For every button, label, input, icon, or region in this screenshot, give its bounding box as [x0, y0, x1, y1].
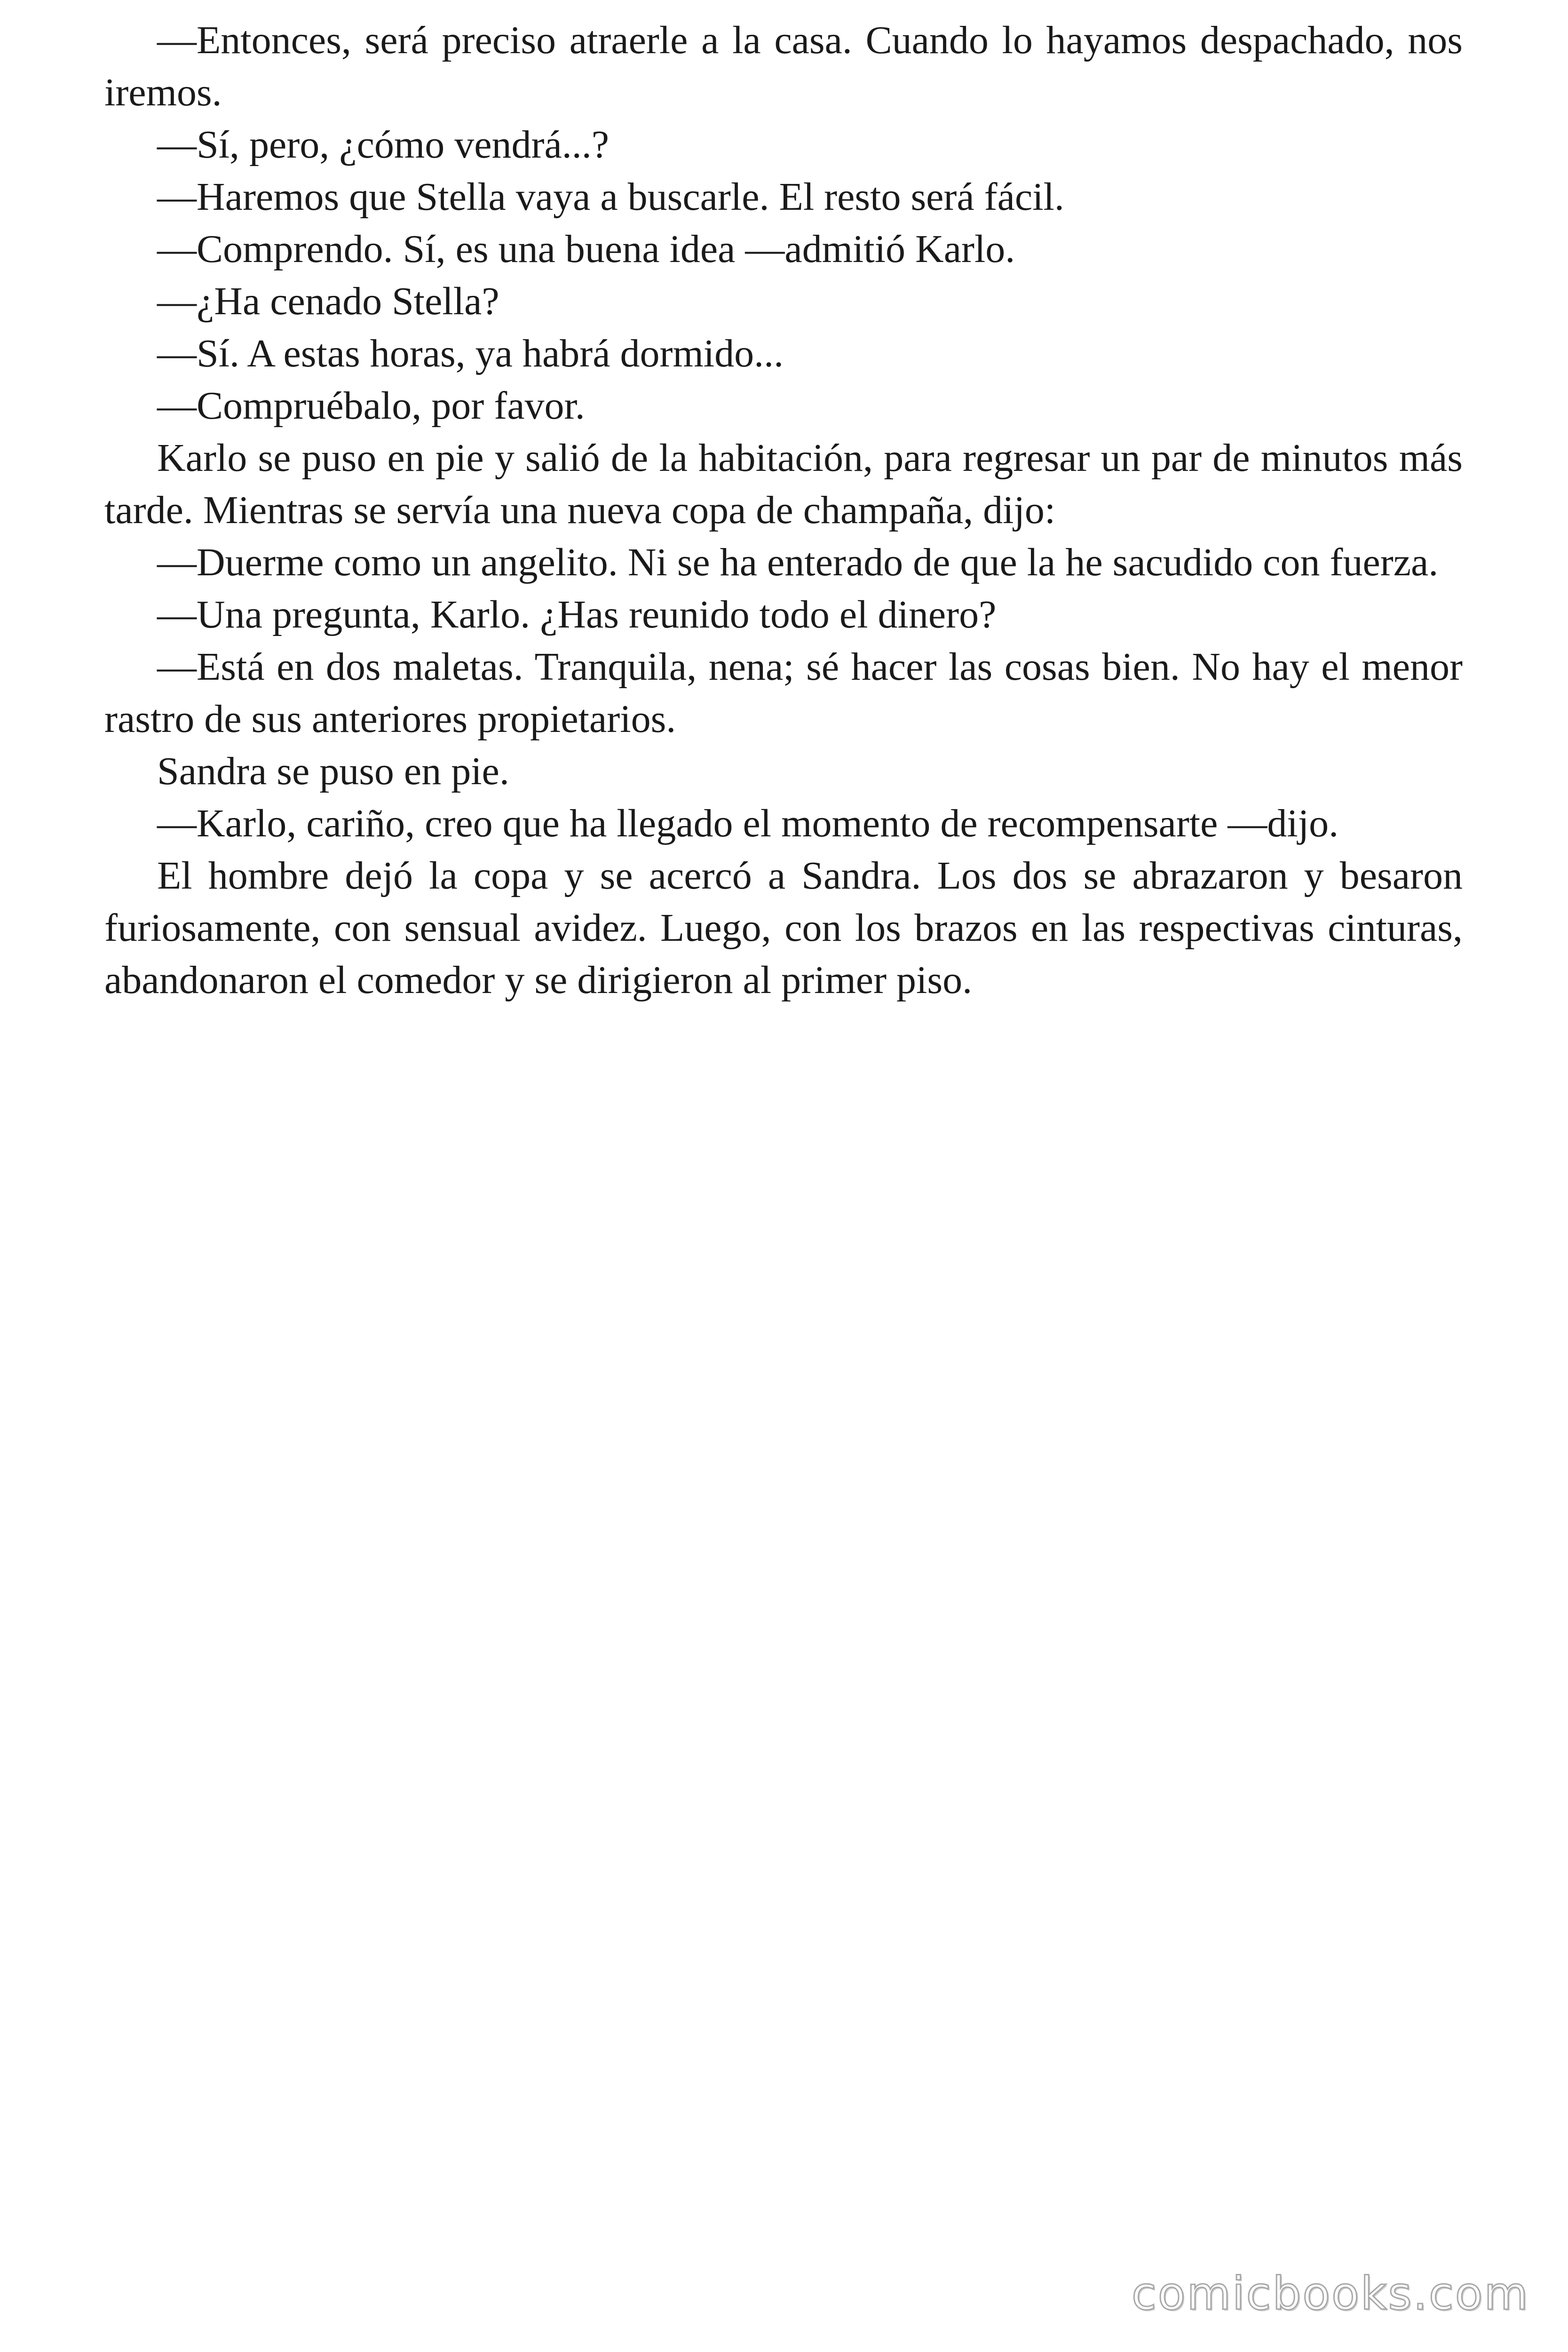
paragraph: —Sí. A estas horas, ya habrá dormido...: [157, 332, 784, 375]
watermark: comicbooks.com: [1131, 2267, 1529, 2320]
paragraph: —Compruébalo, por favor.: [157, 384, 585, 428]
paragraph: —Está en dos maletas. Tranquila, nena; sé hacer las cosas bien. No hay el menor rastro de sus anteriores propietarios.: [104, 645, 1463, 741]
paragraph: —¿Ha cenado Stella?: [157, 279, 499, 323]
paragraph: —Karlo, cariño, creo que ha llegado el momento de recompensarte —dijo.: [157, 802, 1339, 845]
page-text: [104, 14, 1463, 1006]
paragraph: —Duerme como un angelito. Ni se ha enterado de que la he sacudido con fuerza.: [157, 540, 1439, 584]
paragraph: —Sí, pero, ¿cómo vendrá...?: [157, 123, 610, 167]
paragraph: —Comprendo. Sí, es una buena idea —admitió Karlo.: [157, 227, 1015, 271]
paragraph: —Haremos que Stella vaya a buscarle. El resto será fácil.: [157, 175, 1064, 219]
paragraph: —Una pregunta, Karlo. ¿Has reunido todo el dinero?: [157, 593, 997, 636]
paragraph: El hombre dejó la copa y se acercó a Sandra. Los dos se abrazaron y besaron furiosamente, con sensual avidez. Luego, con los brazos en las respectivas cinturas, abandonaron el comedor y se dirigieron al primer piso.: [104, 854, 1463, 1002]
paragraph: Karlo se puso en pie y salió de la habitación, para regresar un par de minutos más tarde. Mientras se servía una nueva copa de champaña, dijo:: [104, 436, 1463, 532]
paragraph: Sandra se puso en pie.: [157, 749, 509, 793]
paragraph: —Entonces, será preciso atraerle a la casa. Cuando lo hayamos despachado, nos iremos.: [104, 18, 1463, 114]
